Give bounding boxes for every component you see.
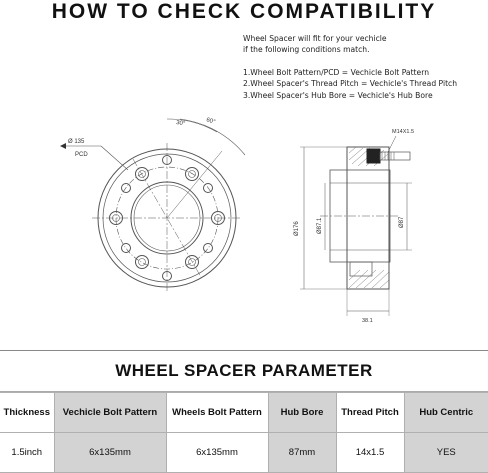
notes-intro-line-1: Wheel Spacer will fit for your vechicle: [243, 34, 387, 43]
bore-right-label: Ø87: [399, 216, 405, 228]
bolt-hole: [204, 244, 213, 253]
table-header-row: [0, 393, 488, 433]
value-thread-pitch: 14x1.5: [336, 433, 404, 473]
condition-bolt-pattern: 1.Wheel Bolt Pattern/PCD = Vechicle Bolt Pattern: [243, 67, 430, 77]
parameter-table-section: [0, 350, 488, 471]
stud-hole: [136, 256, 149, 269]
notes-intro-line-2: if the following conditions match.: [243, 45, 370, 55]
thread-label: M14X1.5: [392, 129, 415, 135]
header-thread-pitch: Thread Pitch: [336, 393, 404, 433]
outer-diameter-label: Ø176: [294, 221, 300, 236]
angle-60-label: 60°: [205, 117, 216, 126]
angle-reference-line: [167, 151, 222, 218]
header-wheels-bolt-pattern: Wheels Bolt Pattern: [166, 393, 268, 433]
thread-leader: [388, 136, 396, 152]
stud-hole: [186, 256, 199, 269]
page-title: HOW TO CHECK COMPATIBILITY: [51, 0, 437, 23]
angle-30-label: 30°: [175, 120, 186, 128]
parameter-table-title: WHEEL SPACER PARAMETER: [0, 351, 488, 392]
header-thickness: Thickness: [0, 393, 54, 433]
pcd-leader: [60, 143, 128, 170]
value-vehicle-bolt-pattern: 6x135mm: [54, 433, 166, 473]
bottom-recess: [350, 262, 372, 276]
parameter-table: [0, 392, 488, 473]
value-wheels-bolt-pattern: 6x135mm: [166, 433, 268, 473]
table-row: [0, 433, 488, 473]
value-hub-bore: 87mm: [268, 433, 336, 473]
thickness-label: 38.1: [362, 318, 373, 324]
pcd-label: Ø 135: [68, 139, 85, 145]
section-outer-flange: [347, 147, 389, 289]
header-hub-bore: Hub Bore: [268, 393, 336, 433]
bolt-hole: [122, 244, 131, 253]
stud-hole: [186, 168, 199, 181]
condition-hub-bore: 3.Wheel Spacer's Hub Bore = Vechicle's Hub Bore: [243, 90, 433, 100]
section-hatch-bottom: [349, 270, 389, 288]
header-hub-centric: Hub Centric: [404, 393, 488, 433]
pcd-sublabel: PCD: [75, 152, 88, 158]
bore-left-label: Ø87.1: [317, 217, 323, 234]
value-thickness: 1.5inch: [0, 433, 54, 473]
front-view: [92, 119, 245, 293]
value-hub-centric: YES: [404, 433, 488, 473]
stud-hole: [136, 168, 149, 181]
condition-thread-pitch: 2.Wheel Spacer's Thread Pitch = Vechicle's Thread Pitch: [243, 79, 458, 89]
header-vehicle-bolt-pattern: Vechicle Bolt Pattern: [54, 393, 166, 433]
